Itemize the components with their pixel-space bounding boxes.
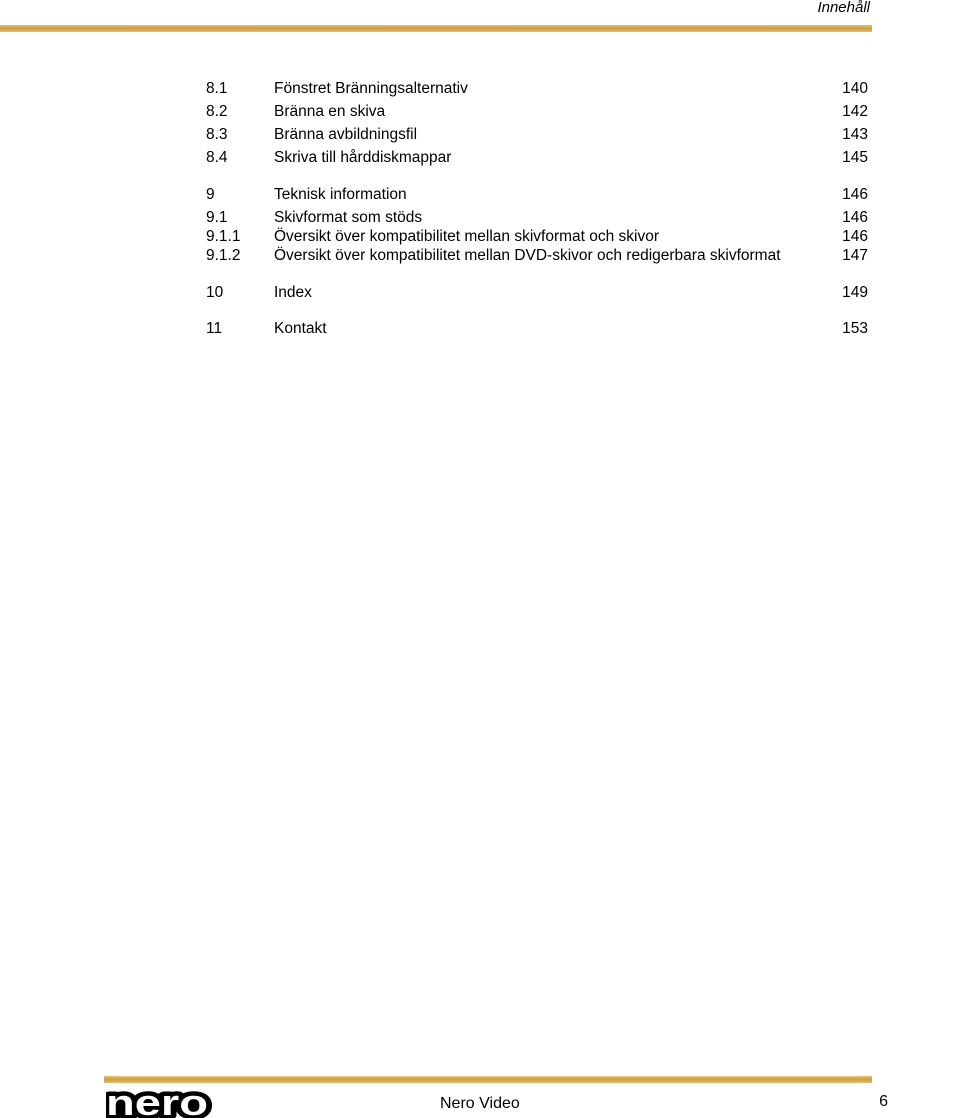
toc-page: 145 [842, 149, 868, 166]
toc-title: Kontakt [274, 320, 327, 337]
toc-title: Teknisk information [274, 186, 407, 203]
toc-number: 8.4 [206, 149, 228, 166]
toc-page: 149 [842, 284, 868, 301]
toc-title: Skivformat som stöds [274, 209, 423, 226]
logo-text: nero [106, 1088, 208, 1118]
toc-entry[interactable] [0, 319, 960, 339]
toc-entry[interactable] [0, 208, 960, 228]
toc-page: 147 [842, 247, 868, 264]
toc-number: 9.1 [206, 209, 228, 226]
toc-number: 8.3 [206, 126, 228, 143]
toc-entry[interactable] [0, 79, 960, 99]
toc-entry[interactable] [0, 125, 960, 145]
toc-title: Fönstret Bränningsalternativ [274, 80, 468, 97]
toc-page: 146 [842, 209, 868, 226]
footer-page-number: 6 [879, 1093, 888, 1110]
toc-title: Översikt över kompatibilitet mellan DVD-skivor och redigerbara skivformat [274, 247, 781, 264]
nero-logo-icon [106, 1088, 212, 1118]
toc-title: Index [274, 284, 312, 301]
toc-page: 146 [842, 228, 868, 245]
toc-number: 9 [206, 186, 215, 203]
toc-number: 8.2 [206, 103, 228, 120]
toc-entry[interactable] [0, 148, 960, 168]
toc-number: 11 [206, 320, 223, 337]
toc-page: 153 [842, 320, 868, 337]
toc-entry[interactable] [0, 283, 960, 303]
toc-entry[interactable] [0, 102, 960, 122]
toc-number: 10 [206, 284, 224, 301]
footer-rule [104, 1076, 872, 1083]
toc-page: 146 [842, 186, 868, 203]
footer-product-name: Nero Video [440, 1095, 520, 1112]
toc-title: Bränna avbildningsfil [274, 126, 418, 143]
toc-page: 143 [842, 126, 868, 143]
toc-page: 140 [842, 80, 868, 97]
table-of-contents [0, 0, 960, 400]
toc-title: Översikt över kompatibilitet mellan skivformat och skivor [274, 228, 660, 245]
toc-entry[interactable] [0, 227, 960, 247]
toc-number: 9.1.2 [206, 247, 241, 264]
toc-number: 9.1.1 [206, 228, 241, 245]
toc-entry[interactable] [0, 246, 960, 266]
toc-title: Bränna en skiva [274, 103, 386, 120]
toc-page: 142 [842, 103, 868, 120]
toc-number: 8.1 [206, 80, 228, 97]
toc-entry[interactable] [0, 185, 960, 205]
page-header-title: Innehåll [817, 0, 870, 16]
toc-title: Skriva till hårddiskmappar [274, 149, 452, 166]
